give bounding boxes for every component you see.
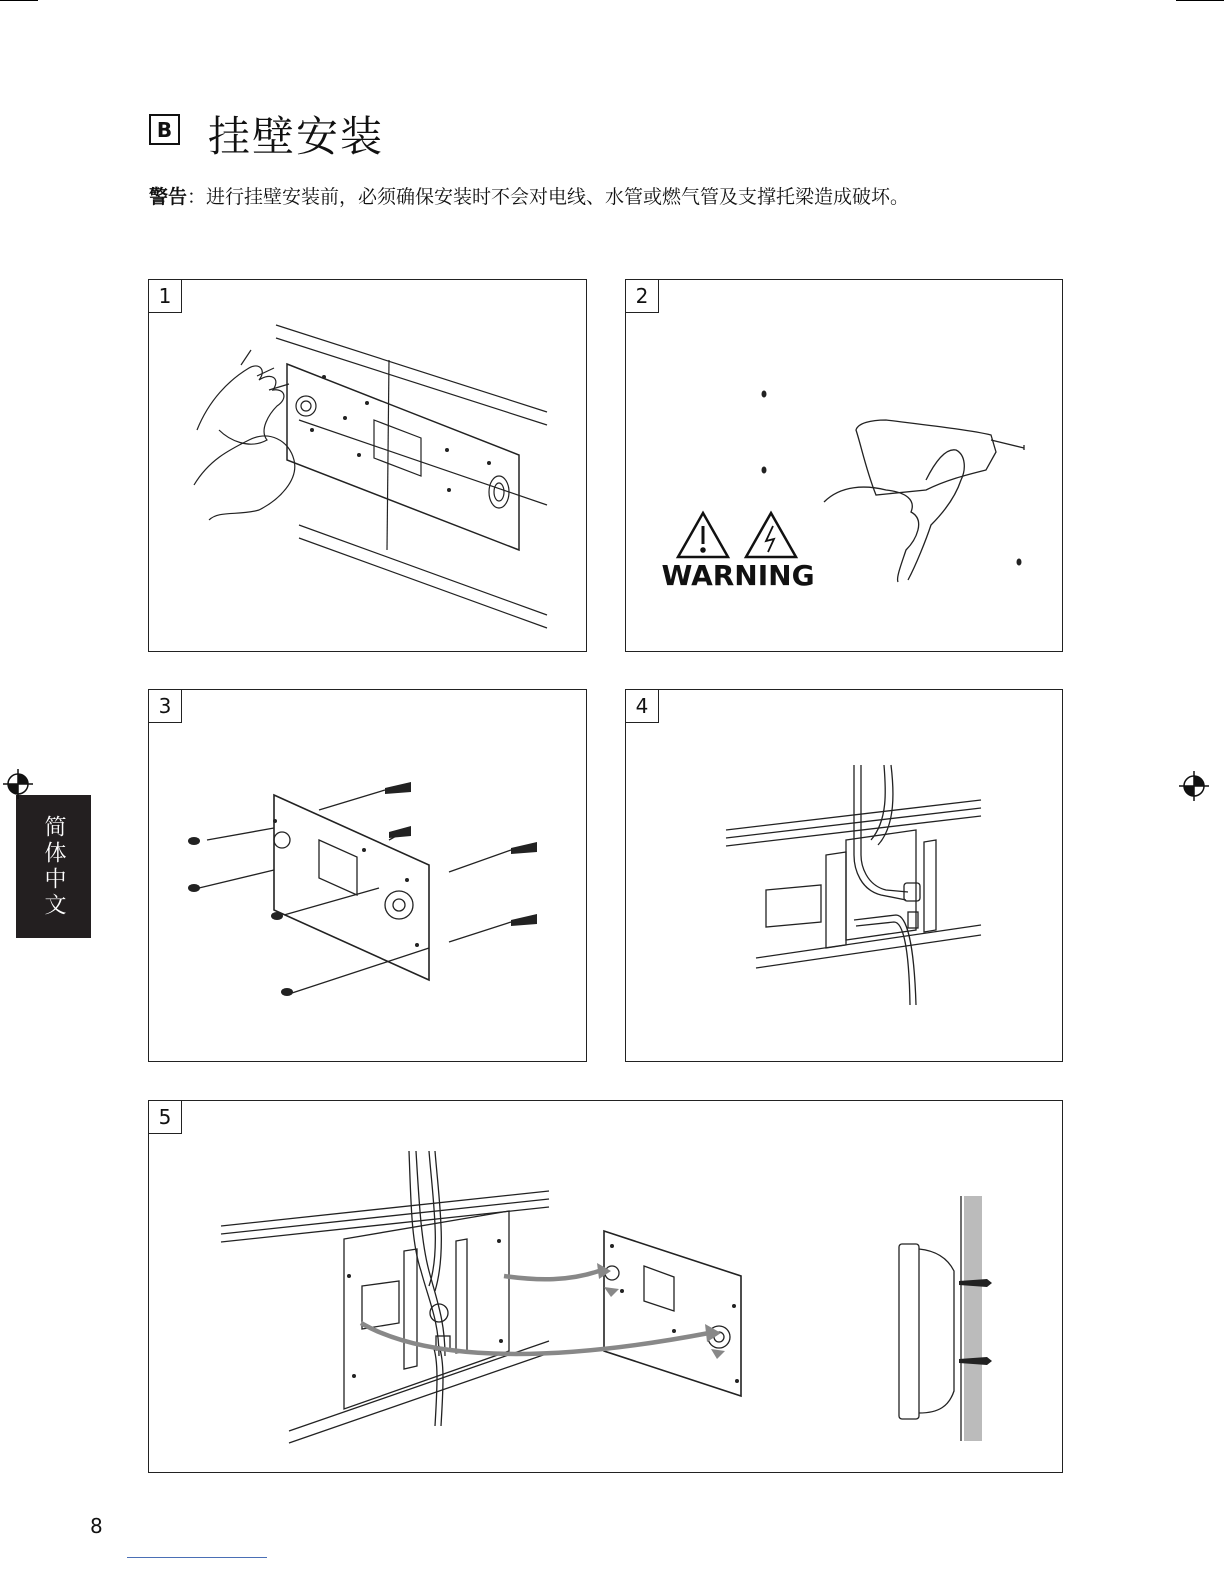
step-number: 1 [149,280,182,313]
warning-label: 警告 [149,186,188,208]
step-number: 5 [149,1101,182,1134]
step-4-illustration [626,690,1064,1063]
wall-section [964,1196,982,1441]
warning-text: 进行挂壁安装前，必须确保安装时不会对电线、水管或燃气管及支撑托梁造成破坏。 [206,186,910,208]
step-number: 2 [626,280,659,313]
language-tab [16,795,91,938]
footer-rule [127,1557,267,1558]
step-panel-4 [625,689,1063,1062]
registration-mark-icon [3,769,33,799]
step-2-illustration [626,280,1064,653]
warning-sign-text: WARNING [661,559,815,592]
warning-separator: ： [187,186,207,208]
step-panel-5 [148,1100,1063,1473]
step-3-illustration [149,690,588,1063]
crop-mark-top-left [0,0,38,1]
page-number: 8 [90,1514,103,1538]
step-number: 4 [626,690,659,723]
electric-hazard-icon [746,513,796,557]
step-panel-3 [148,689,587,1062]
warning-notice [149,182,909,209]
language-tab-label: 简体中文 [41,814,66,919]
step-5-illustration [149,1101,1064,1474]
step-1-illustration [149,280,588,653]
step-panel-1 [148,279,587,652]
step-number: 3 [149,690,182,723]
page-title: 挂壁安装 [208,112,385,161]
crop-mark-top-right [1176,0,1224,1]
step-panel-2 [625,279,1063,652]
section-letter-badge: B [149,114,180,145]
registration-mark-icon [1179,771,1209,801]
warning-triangle-icon [678,513,728,557]
